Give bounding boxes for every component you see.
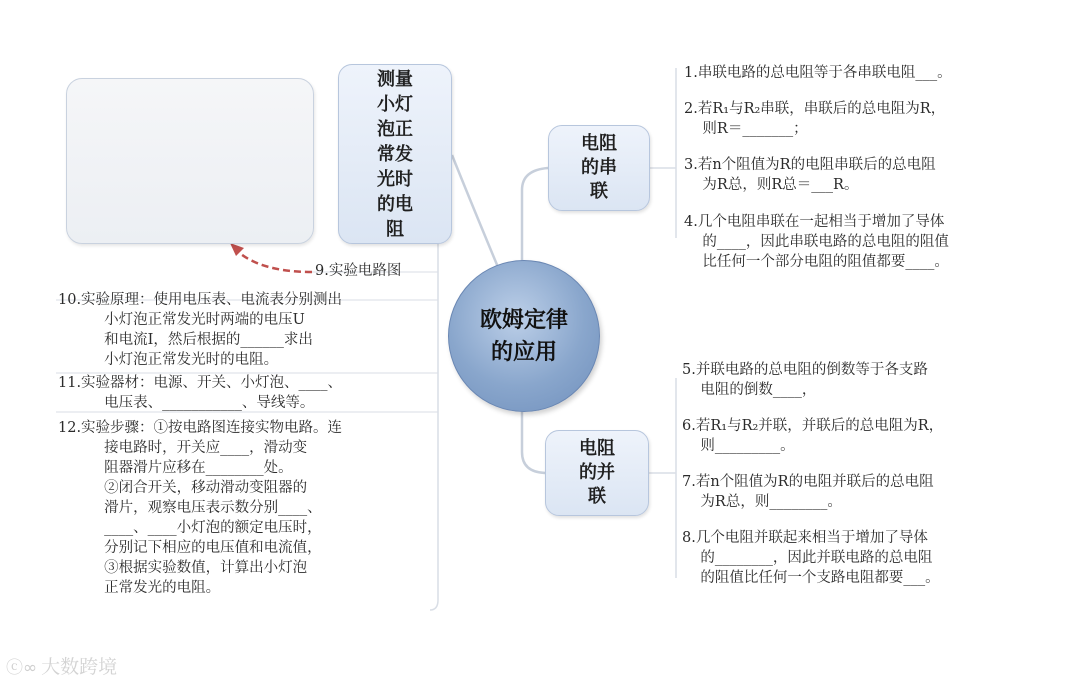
circuit-label: 9.实验电路图 — [315, 263, 402, 279]
central-topic[interactable] — [448, 260, 600, 412]
measure-node-label: 测量小灯泡正常发光时的电阻 — [377, 68, 413, 240]
equipment-text: 11.实验器材：电源、开关、小灯泡、____、 电压表、___________、导线等。 — [58, 375, 343, 411]
watermark-logo-icon: ⓒ∞ — [6, 658, 38, 678]
circuit-diagram-placeholder — [66, 78, 314, 244]
parallel-item-6: 6.若R₁与R₂并联，并联后的总电阻为R， 则_________。 — [682, 418, 944, 454]
principle-text: 10.实验原理：使用电压表、电流表分别测出 小灯泡正常发光时两端的电压U 和电流I，然后根据的______求出 小灯泡正常发光时的电阻。 — [58, 292, 343, 368]
parallel-item-8: 8.几个电阻并联起来相当于增加了导体 的________，因此并联电路的总电阻 的阻值比任何一个支路电阻都要___。 — [682, 530, 940, 586]
parallel-item-7: 7.若n个阻值为R的电阻并联后的总电阻 为R总，则________。 — [682, 474, 934, 510]
parallel-node[interactable] — [545, 430, 649, 516]
measure-node[interactable] — [338, 64, 452, 244]
steps-text: 12.实验步骤：①按电路图连接实物电路。连 接电路时，开关应____，滑动变 阻器滑片应移在________处。 ②闭合开关，移动滑动变阻器的 滑片，观察电压表示数分别____、 ____、____小灯泡的额定电压时， 分别记下相应的电压值和电流值， ③根据实验数值，计算出小灯泡 正常发光的电阻。 — [58, 420, 343, 596]
central-topic-label: 欧姆定律的应用 — [479, 307, 568, 365]
watermark-text: 大数跨境 — [41, 656, 118, 678]
series-node-label: 电阻的串联 — [581, 133, 617, 202]
series-item-1: 1.串联电路的总电阻等于各串联电阻___。 — [684, 65, 952, 81]
watermark — [6, 652, 117, 679]
series-item-4: 4.几个电阻串联在一起相当于增加了导体 的____，因此串联电路的总电阻的阻值 比任何一个部分电阻的阻值都要____。 — [684, 214, 949, 270]
series-item-2: 2.若R₁与R₂串联，串联后的总电阻为R， 则R＝_______； — [684, 101, 946, 137]
parallel-item-5: 5.并联电路的总电阻的倒数等于各支路 电阻的倒数____， — [682, 362, 928, 398]
series-item-3: 3.若n个阻值为R的电阻串联后的总电阻 为R总，则R总＝___R。 — [684, 157, 936, 193]
series-node[interactable] — [548, 125, 650, 211]
parallel-node-label: 电阻的并联 — [579, 438, 615, 507]
